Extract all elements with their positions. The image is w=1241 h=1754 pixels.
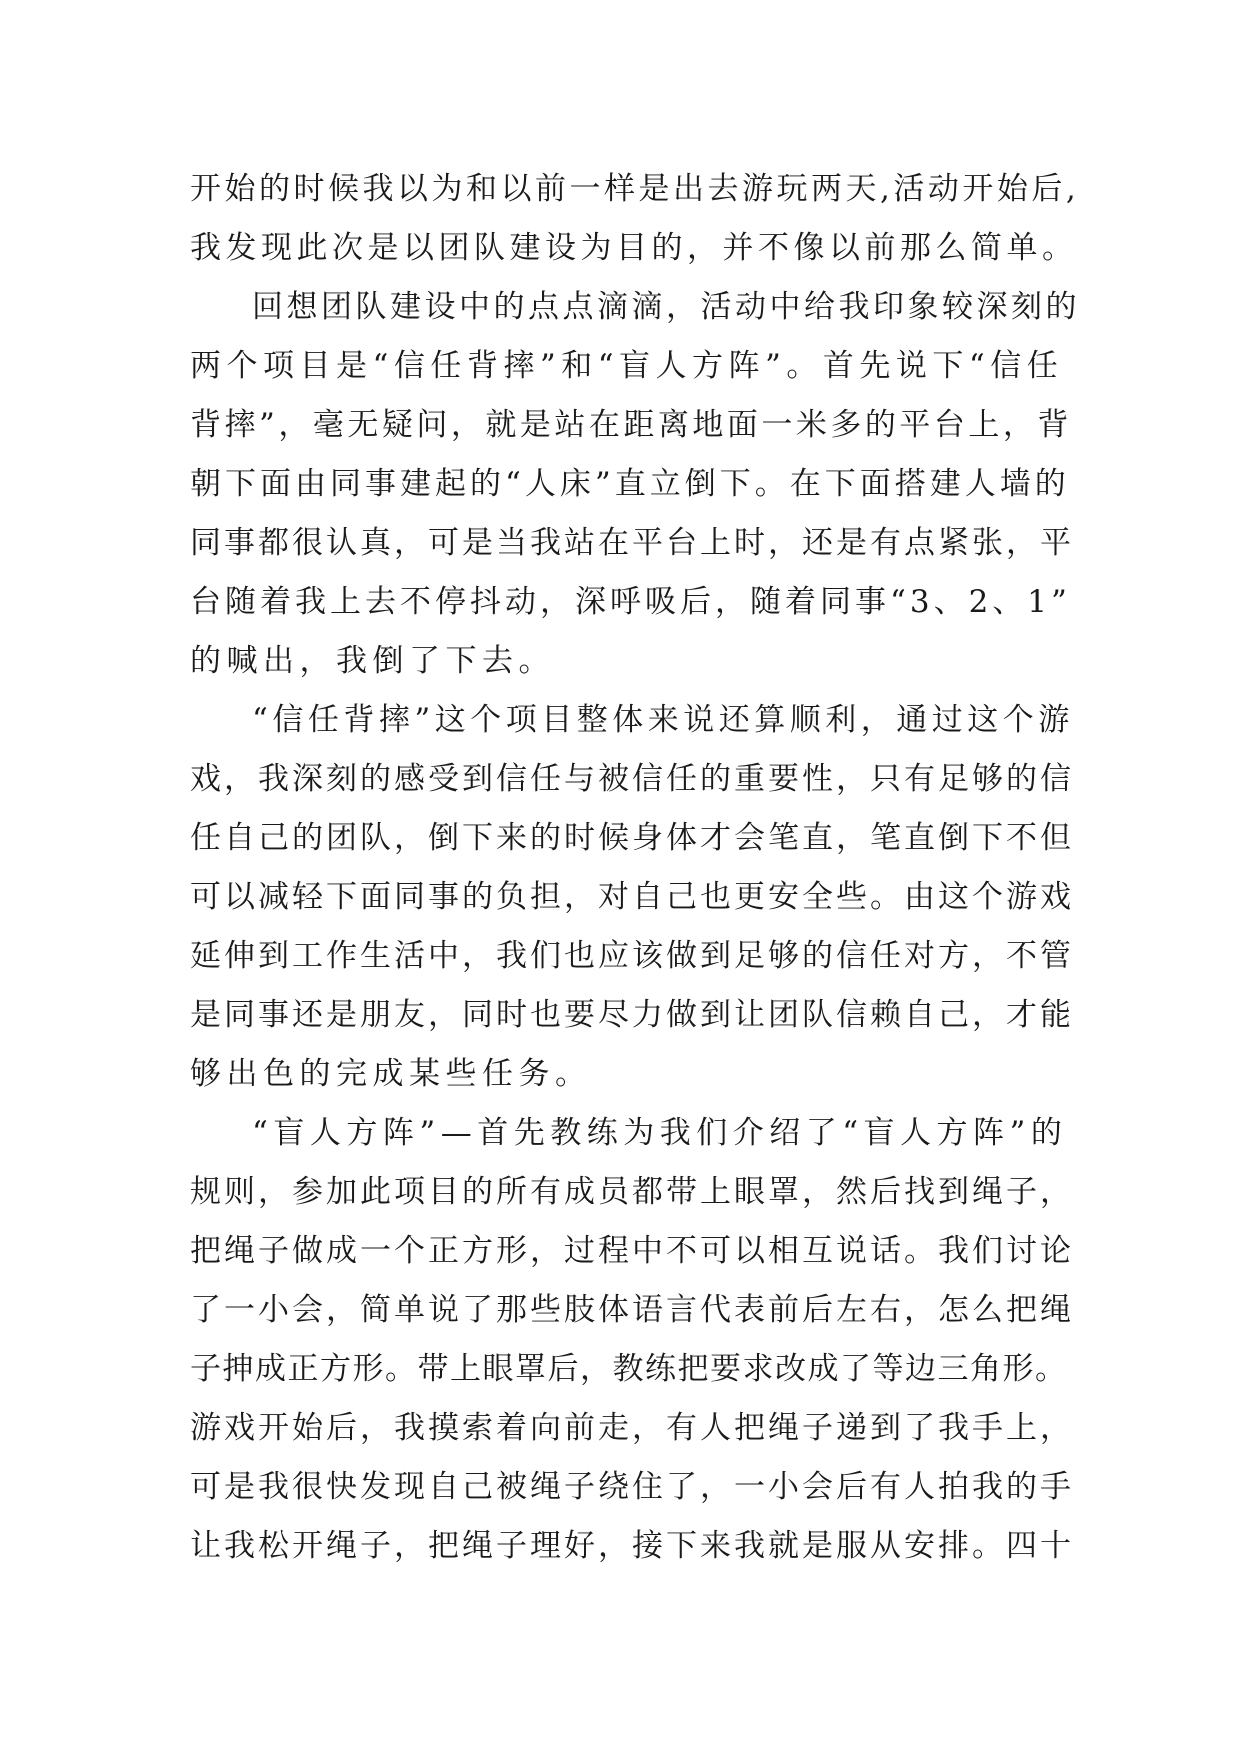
- text-line: 的喊出，我倒了下去。: [190, 643, 555, 679]
- text-line: 子抻成正方形。带上眼罩后，教练把要求改成了等边三角形。: [190, 1351, 1068, 1387]
- text-line: 背摔”，毫无疑问，就是站在距离地面一米多的平台上，背: [190, 407, 1072, 443]
- text-line: 游戏开始后，我摸索着向前走，有人把绳子递到了我手上，: [190, 1410, 1074, 1446]
- text-line: 把绳子做成一个正方形，过程中不可以相互说话。我们讨论: [190, 1233, 1074, 1269]
- text-line: 同事都很认真，可是当我站在平台上时，还是有点紧张，平: [190, 525, 1074, 561]
- text-line: 规则，参加此项目的所有成员都带上眼罩，然后找到绳子，: [190, 1174, 1074, 1210]
- body-text: [190, 160, 1080, 1576]
- text-line: 任自己的团队，倒下来的时候身体才会笔直，笔直倒下不但: [190, 820, 1074, 856]
- text-line: 延伸到工作生活中，我们也应该做到足够的信任对方，不管: [190, 938, 1074, 974]
- text-line: 可以减轻下面同事的负担，对自己也更安全些。由这个游戏: [190, 879, 1074, 915]
- text-line: 开始的时候我以为和以前一样是出去游玩两天,活动开始后,: [190, 171, 1080, 207]
- text-line: 两个项目是“信任背摔”和“盲人方阵”。首先说下“信任: [190, 348, 1064, 384]
- text-line: “信任背摔”这个项目整体来说还算顺利，通过这个游: [252, 702, 1074, 738]
- text-line: 我发现此次是以团队建设为目的，并不像以前那么简单。: [190, 230, 1078, 266]
- text-line: 朝下面由同事建起的“人床”直立倒下。在下面搭建人墙的: [190, 466, 1070, 502]
- text-line: 是同事还是朋友，同时也要尽力做到让团队信赖自己，才能: [190, 997, 1074, 1033]
- text-line: 回想团队建设中的点点滴滴，活动中给我印象较深刻的: [252, 289, 1080, 325]
- text-line: 可是我很快发现自己被绳子绕住了，一小会后有人拍我的手: [190, 1469, 1074, 1505]
- text-line: “盲人方阵”—首先教练为我们介绍了“盲人方阵”的: [252, 1115, 1068, 1151]
- text-line: 戏，我深刻的感受到信任与被信任的重要性，只有足够的信: [190, 761, 1074, 797]
- text-line: 了一小会，简单说了那些肢体语言代表前后左右，怎么把绳: [190, 1292, 1074, 1328]
- text-line: 够出色的完成某些任务。: [190, 1056, 592, 1092]
- text-line: 让我松开绳子，把绳子理好，接下来我就是服从安排。四十: [190, 1528, 1074, 1564]
- text-line: 台随着我上去不停抖动，深呼吸后，随着同事“3、2、1”: [190, 584, 1071, 620]
